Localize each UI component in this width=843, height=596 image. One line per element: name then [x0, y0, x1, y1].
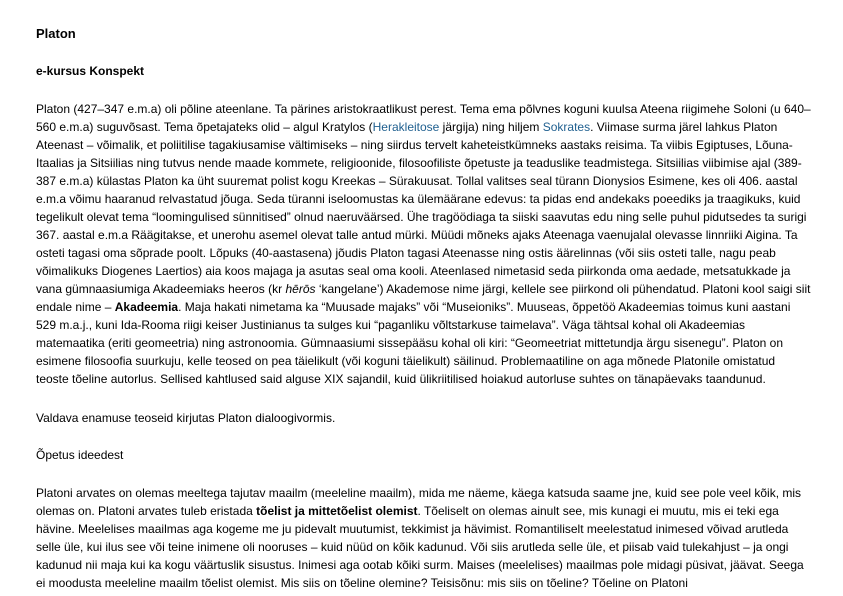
text-run: Platon (427–347 e.m.a) oli põline ateenlane. Ta pärines aristokraatlikust perest. Tema ema põlvnes koguni kuulsa Ateena riigimehe Soloni (u 640–560 e.m.a) suguvõsast. Tema õpetajateks olid – algul Kratylos (	[36, 102, 811, 134]
page-title: Platon	[36, 26, 76, 41]
text-run: Platoni arvates on olemas meeltega tajutav maailm (meeleline maailm), mida me näeme, käega katsuda saame jne, kuid see pole veel kõik, mis olemas on. Platoni arvates tuleb eristada	[36, 486, 802, 518]
bold-term: Akadeemia	[114, 300, 179, 314]
ideas-paragraph	[36, 484, 811, 592]
text-run: . Viimase surma järel lahkus Platon Ateenast – võimalik, et poliitilise tagakiusamise vältimiseks – ning siirdus tervelt kaheteistkümneks aastaks reisima. Ta viibis Egiptuses, Lõuna-Itaalias ja Sitsiilias ning tutvus nende maade kommete, religioonide, filosoofiliste õpetuste ja teaduslike teadmistega. Sitsiilias viibimise ajal (389-387 e.m.a) külastas Platon ka üht suuremat polist kogu Kreekas – Sürakuusat. Tollal valitses seal türann Dionysios Esimene, kes oli 406. aastal e.m.a võimu haaranud relvastatud jõuga. Seda türanni iseloomustas ka ülemäärane edevus: ta pidas end andekaks poeediks ja traagikuks, kuid tegelikult olevat tema “loomingulised sünnitised” olnud naeruväärsed. Ühe tragöödiaga ta siiski saavutas edu ning selle puhul pidutsedes ta surigi 367. aastal e.m.a Räägitakse, et unerohu asemel olevat talle antud mürki. Müüdi mõneks ajaks Ateenaga vaenujalal olevasse linnriiki Aigina. Ta osteti tagasi oma sõprade poolt. Lõpuks (40-aastasena) jõudis Platon tagasi Ateenasse ning ostis äärelinnas (või siis osteti talle, nagu peab võimalikuks Diogenes Laertios) aia koos majaga ja asutas seal oma kooli. Ateenlased nimetasid seda piirkonda oma aedade, metsatukkade ja vana gümnaasiumiga Akadeemiaks heeros (kr	[36, 120, 807, 296]
text-run: ‘kangelane’) Akademose nime järgi, kellele see piirkond oli pühendatud. Platoni kool saigi siit endale nime –	[36, 282, 811, 314]
link-herakleitos[interactable]: Herakleitose	[372, 120, 440, 134]
text-run: järgija) ning hiljem	[439, 120, 543, 134]
intro-paragraph	[36, 100, 811, 388]
dialogue-paragraph: Valdava enamuse teoseid kirjutas Platon dialoogivormis.	[36, 411, 336, 425]
italic-term: hērōs	[285, 282, 316, 296]
text-run: . Tõeliselt on olemas ainult see, mis kunagi ei muutu, mis ei teki ega hävine. Meelelises maailmas aga kogeme me ju pidevalt muutumist, tekkimist ja hävimist. Romantiliselt meelestatud inimesed võivad arutleda selle üle, kui ilus see või teine inimene oli nooruses – kuid nüüd on kõik kadunud. Või siis arutleda selle üle, et piisab vaid tulekahjust – ja ongi kadunud nii maja kui ka kogu väärtuslik sisustus. Inimesi aga ootab kõiki surm. Maises (meelelises) maailmas pole midagi püsivat, jäävat. Seega ei moodusta meeleline maailm tõelist olemist. Mis siis on tõeline olemine? Teisisõnu: mis siis on tõeline? Tõeline on Platoni	[36, 504, 804, 590]
text-run: . Maja hakati nimetama ka “Muusade majaks” või “Museioniks”. Muuseas, õppetöö Akadeemias toimus kuni aastani 529 m.a.j., kuni Ida-Rooma riigi keiser Justinianus ta sulges kui “paganliku võltstarkuse taimelava”. Väga tähtsal kohal oli Akadeemias matemaatika (eriti geomeetria) ning astronoomia. Gümnaasiumi sissepääsu kohal oli kiri: “Geomeetriat mittetundja ärgu sisenegu”. Platon on esimene filosoofia suurkuju, kelle teosed on pea täielikult (või koguni täielikult) säilinud. Problemaatiline on aga mõnede Platonile omistatud teoste tõeline autorlus. Sellised kahtlused said alguse XIX sajandil, kuid ülikriitilised hoiakud autorluse suhtes on tänapäevaks taandunud.	[36, 300, 791, 386]
section-heading: Õpetus ideedest	[36, 448, 124, 462]
bold-term: tõelist ja mittetõelist olemist	[256, 504, 418, 518]
page-subtitle: e-kursus Konspekt	[36, 64, 145, 78]
link-sokrates[interactable]: Sokrates	[542, 120, 591, 134]
